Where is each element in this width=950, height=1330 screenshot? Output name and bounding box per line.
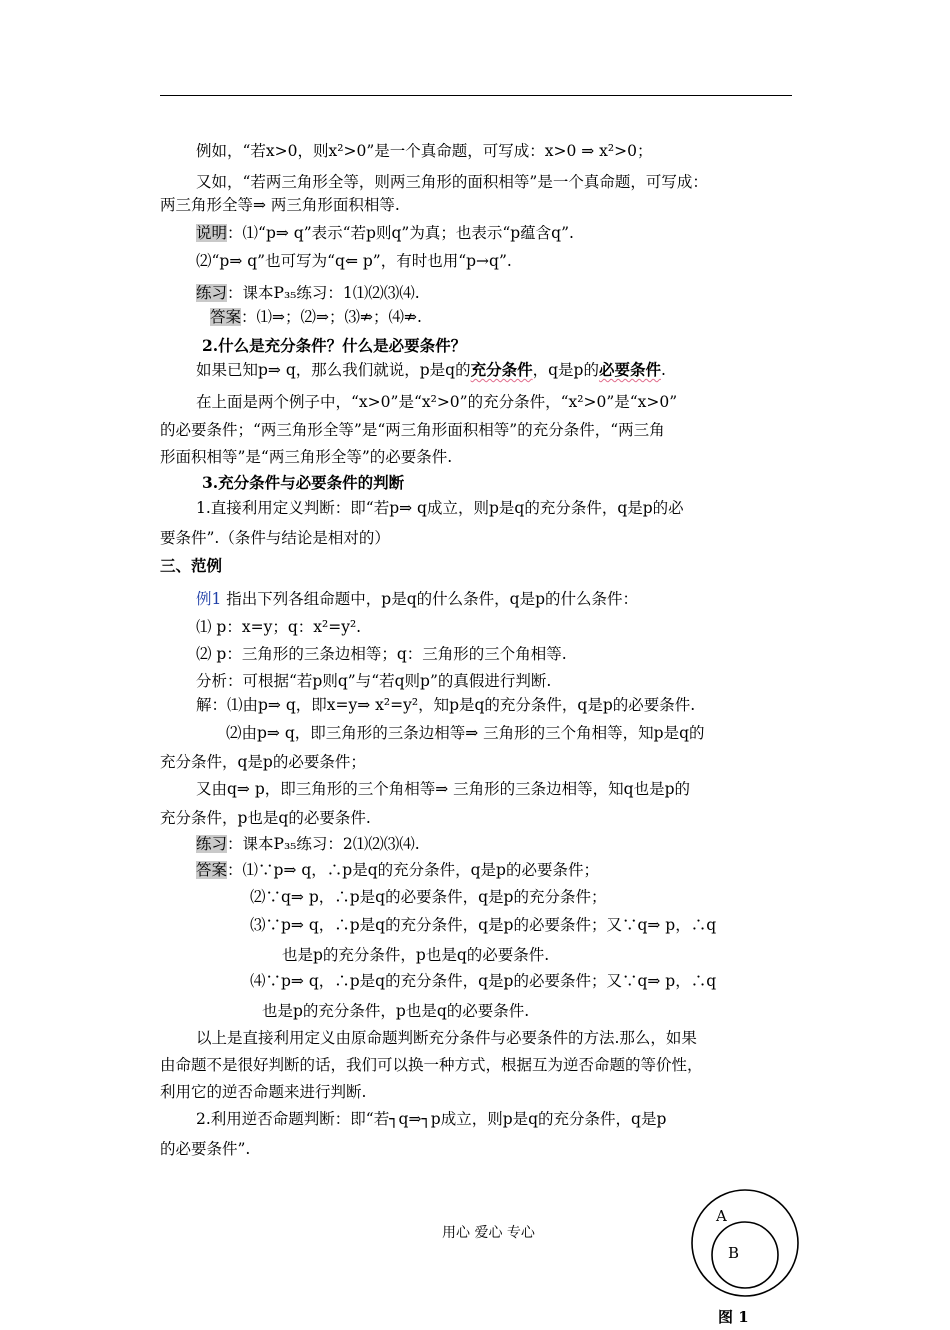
text-line: 说明：⑴“p⇒ q”表示“若p则q”为真；也表示“p蕴含q”. [196, 224, 574, 242]
header-rule [160, 95, 792, 96]
text-line: 练习：课本P₃₅练习：2⑴⑵⑶⑷. [196, 835, 420, 853]
text-line: 要条件”.（条件与结论是相对的） [160, 529, 390, 547]
text-line: 由命题不是很好判断的话，我们可以换一种方式，根据互为逆否命题的等价性， [160, 1056, 703, 1074]
text-line: 的必要条件；“两三角形全等”是“两三角形面积相等”的充分条件，“两三角 [160, 421, 665, 439]
section-heading: 2.什么是充分条件？什么是必要条件？ [202, 336, 467, 355]
highlight-label: 答案 [196, 861, 228, 879]
figure-caption: 图 1 [718, 1308, 749, 1326]
inner-label: B [728, 1244, 740, 1262]
text-line: 也是p的充分条件，p也是q的必要条件. [282, 946, 550, 964]
section-heading: 三、范例 [160, 556, 223, 575]
text-line: 答案：⑴∵p⇒ q，∴p是q的充分条件，q是p的必要条件； [196, 861, 599, 879]
text-line: 练习：课本P₃₅练习：1⑴⑵⑶⑷. [196, 284, 420, 302]
text-line: 在上面是两个例子中，“x>0”是“x²>0”的充分条件，“x²>0”是“x>0” [196, 393, 678, 411]
text-line: ⑵∵q⇒ p，∴p是q的必要条件，q是p的充分条件； [250, 888, 607, 906]
text-line: ⑴ p：x=y；q：x²=y². [196, 618, 362, 636]
text-line: 1.直接利用定义判断：即“若p⇒ q成立，则p是q的充分条件，q是p的必 [196, 499, 684, 517]
inner-circle [712, 1222, 778, 1288]
text-line: 以上是直接利用定义由原命题判断充分条件与必要条件的方法.那么，如果 [196, 1029, 697, 1047]
example-label: 例1 [196, 590, 222, 608]
highlight-label: 练习 [196, 835, 228, 853]
text-line: 例1 指出下列各组命题中，p是q的什么条件，q是p的什么条件： [196, 590, 638, 608]
term-sufficient: 充分条件 [470, 360, 533, 379]
text-line: ⑵“p⇒ q”也可写为“q⇐ p”，有时也用“p→q”. [196, 252, 512, 270]
text-line: 解：⑴由p⇒ q，即x=y⇒ x²=y²，知p是q的充分条件，q是p的必要条件. [196, 696, 696, 714]
page-footer: 用心 爱心 专心 [442, 1225, 535, 1241]
venn-figure [688, 1186, 802, 1326]
text-line: 充分条件，q是p的必要条件； [160, 753, 366, 771]
text-line: ⑵ p：三角形的三条边相等；q：三角形的三个角相等. [196, 645, 567, 663]
text-line: ⑶∵p⇒ q，∴p是q的充分条件，q是p的必要条件；又∵q⇒ p，∴q [250, 916, 717, 934]
text-line: 又由q⇒ p，即三角形的三个角相等⇒ 三角形的三条边相等，知q也是p的 [196, 780, 691, 798]
text-line: 两三角形全等⇒ 两三角形面积相等. [160, 196, 400, 214]
text-line: 又如，“若两三角形全等，则两三角形的面积相等”是一个真命题，可写成： [196, 173, 708, 191]
text-line: 也是p的充分条件，p也是q的必要条件. [262, 1002, 530, 1020]
section-heading: 3.充分条件与必要条件的判断 [202, 473, 405, 492]
highlight-label: 说明 [196, 224, 228, 242]
text-line: ⑵由p⇒ q，即三角形的三条边相等⇒ 三角形的三个角相等，知p是q的 [226, 724, 705, 742]
text-line: 充分条件，p也是q的必要条件. [160, 809, 371, 827]
text-line: 2.利用逆否命题判断：即“若┐q⇒┐p成立，则p是q的充分条件，q是p [196, 1110, 667, 1128]
text-line: 如果已知p⇒ q，那么我们就说，p是q的充分条件，q是p的必要条件. [196, 360, 666, 379]
highlight-label: 答案 [210, 308, 242, 326]
text-line: 答案：⑴⇒；⑵⇒；⑶⇏；⑷⇏. [210, 308, 422, 326]
text-line: 利用它的逆否命题来进行判断. [160, 1083, 367, 1101]
highlight-label: 练习 [196, 284, 228, 302]
outer-circle [692, 1190, 798, 1296]
term-necessary: 必要条件 [598, 360, 661, 379]
text-line: 的必要条件”. [160, 1140, 251, 1158]
text-line: ⑷∵p⇒ q，∴p是q的充分条件，q是p的必要条件；又∵q⇒ p，∴q [250, 972, 717, 990]
text-line: 形面积相等”是“两三角形全等”的必要条件. [160, 448, 453, 466]
text-line: 例如，“若x>0，则x²>0”是一个真命题，可写成：x>0 ⇒ x²>0； [196, 142, 653, 160]
outer-label: A [716, 1207, 727, 1225]
venn-diagram [688, 1186, 802, 1326]
text-line: 分析：可根据“若p则q”与“若q则p”的真假进行判断. [196, 672, 552, 690]
